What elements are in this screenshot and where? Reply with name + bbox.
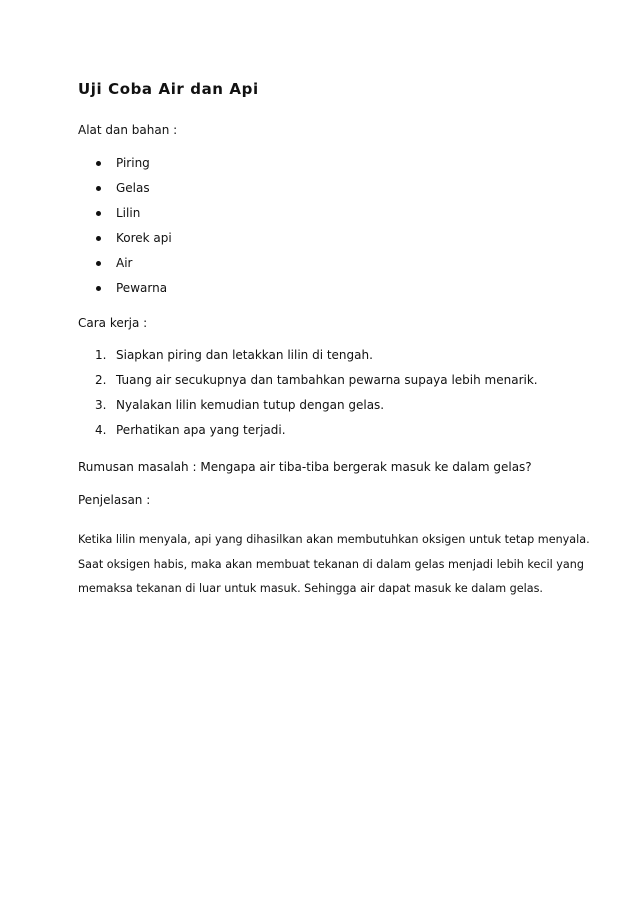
materials-list [78,154,172,304]
bullet-icon [96,211,101,216]
list-item [78,371,538,396]
list-item [78,346,538,371]
list-item [78,421,538,446]
list-item [78,204,172,229]
step-number: 4. [95,423,107,437]
problem-statement: Rumusan masalah : Mengapa air tiba-tiba bergerak masuk ke dalam gelas? [78,460,532,474]
explanation-line: memaksa tekanan di luar untuk masuk. Sehingga air dapat masuk ke dalam gelas. [78,582,543,595]
bullet-icon [96,236,101,241]
list-item [78,396,538,421]
list-item [78,229,172,254]
materials-heading: Alat dan bahan : [78,123,178,137]
step-number: 2. [95,373,107,387]
step-text: Siapkan piring dan letakkan lilin di tengah. [116,348,373,362]
explanation-heading: Penjelasan : [78,493,151,507]
list-item [78,279,172,304]
list-item-label: Lilin [116,206,141,220]
list-item-label: Korek api [116,231,172,245]
bullet-icon [96,161,101,166]
list-item [78,179,172,204]
explanation-paragraph [78,528,590,602]
step-text: Tuang air secukupnya dan tambahkan pewarna supaya lebih menarik. [116,373,538,387]
list-item-label: Pewarna [116,281,168,295]
document-title: Uji Coba Air dan Api [78,80,259,98]
step-text: Nyalakan lilin kemudian tutup dengan gelas. [116,398,385,412]
list-item-label: Gelas [116,181,150,195]
explanation-line: Ketika lilin menyala, api yang dihasilkan akan membutuhkan oksigen untuk tetap menyala. [78,533,590,546]
bullet-icon [96,286,101,291]
steps-list [78,346,538,446]
list-item-label: Air [116,256,133,270]
explanation-line: Saat oksigen habis, maka akan membuat tekanan di dalam gelas menjadi lebih kecil yang [78,557,584,571]
list-item [78,254,172,279]
step-number: 3. [95,398,107,412]
bullet-icon [96,261,101,266]
list-item [78,154,172,179]
step-text: Perhatikan apa yang terjadi. [116,423,286,437]
bullet-icon [96,186,101,191]
list-item-label: Piring [116,156,150,170]
steps-heading: Cara kerja : [78,316,148,330]
step-number: 1. [95,348,107,362]
